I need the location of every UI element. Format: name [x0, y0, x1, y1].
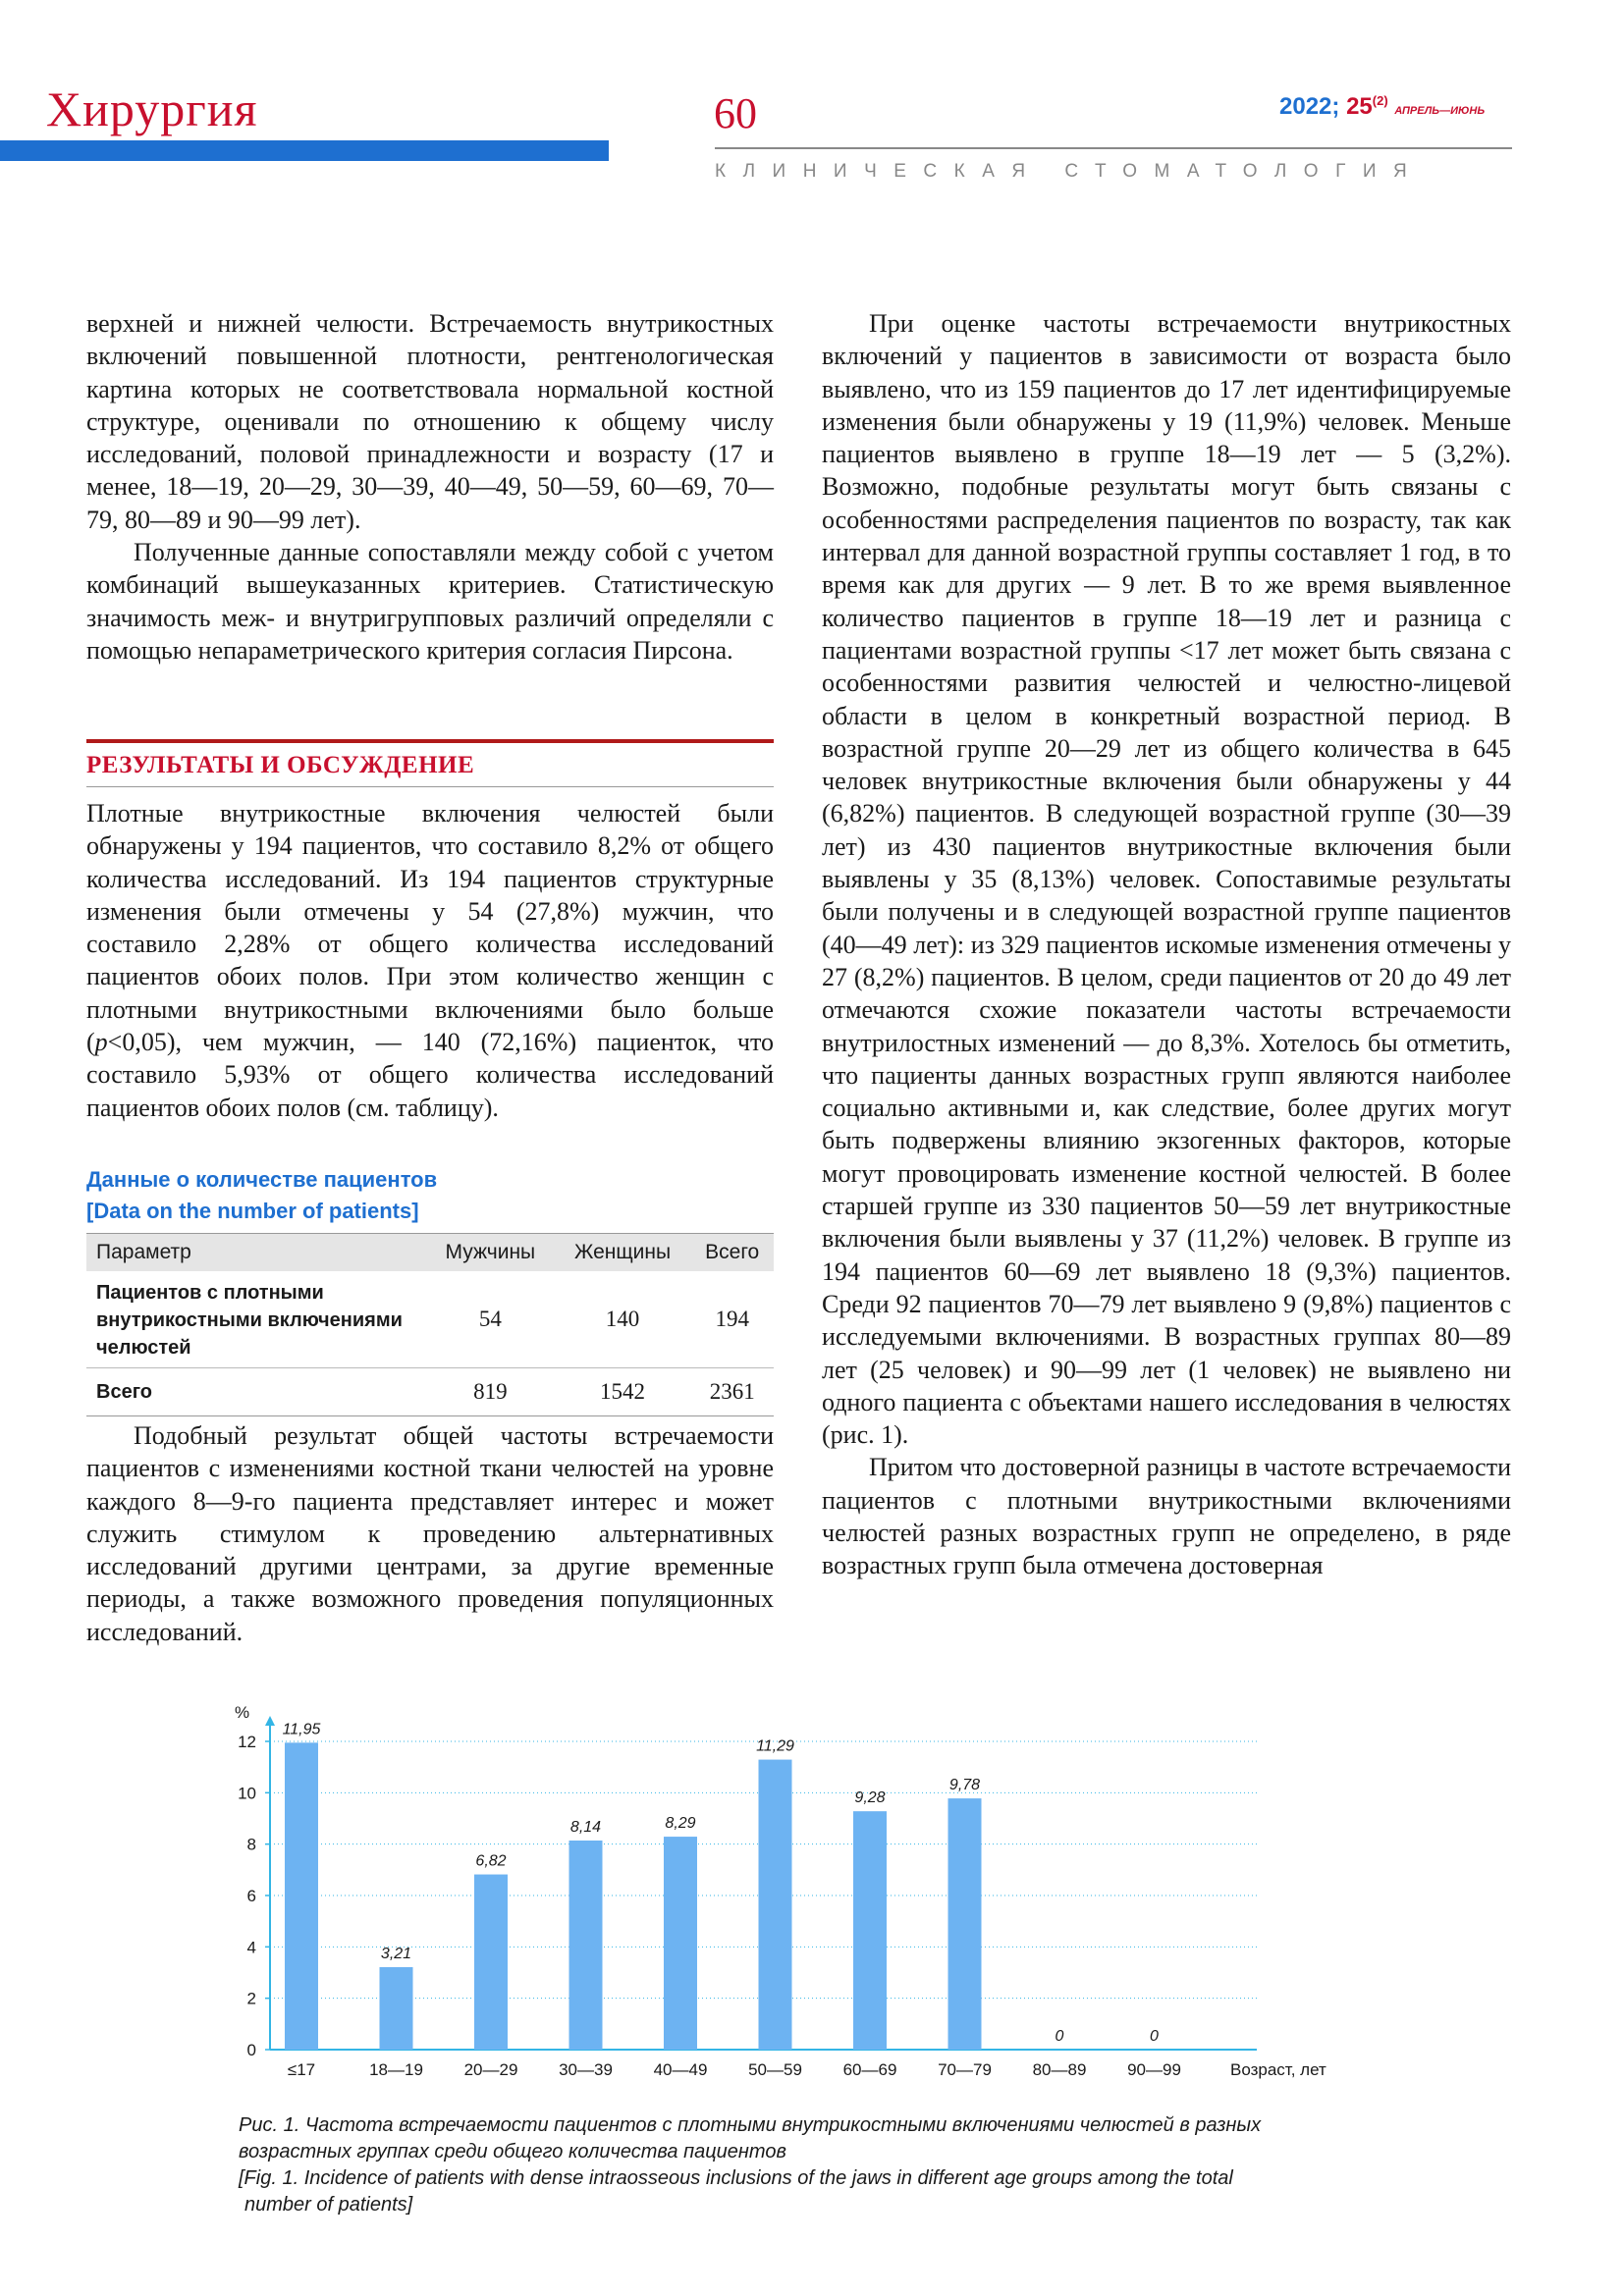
section-title: РЕЗУЛЬТАТЫ И ОБСУЖДЕНИЕ — [86, 752, 475, 778]
issue-number: (2) — [1372, 93, 1388, 108]
paragraph-significance: Притом что достоверной разницы в частоте встречаемости пациентов с плотными внутрикостными включениями челюстей разных возрастных групп не определено, в ряде возрастных групп была отмечена достоверная — [822, 1453, 1511, 1580]
paragraph-results: Плотные внутрикостные включения челюстей были обнаружены у 194 пациентов, что составило 8,2% от общего количества исследований. Из 194 пациентов структурные изменения были отмечены у 54 (27,8%) мужчин, что составило 2,28% от общего количества исследований пациентов обоих полов. При этом количество женщин с плотными внутрикостными включениями было больше (p<0,05), чем мужчин, — 140 (72,16%) пациенток, что составило 5,93% от общего количества исследований пациентов обоих полов (см. таблицу). — [86, 799, 774, 1122]
bar — [285, 1742, 318, 2050]
bar-value-label: 0 — [1055, 2028, 1064, 2045]
bar — [853, 1811, 887, 2050]
bar-value-label: 6,82 — [475, 1852, 507, 1870]
table-header-men: Мужчины — [426, 1234, 555, 1272]
left-column-top — [86, 307, 774, 667]
table-title — [86, 1164, 437, 1227]
table-row — [86, 1271, 774, 1368]
table-title-ru: Данные о количестве пациентов — [86, 1167, 438, 1192]
bar-value-label: 8,29 — [665, 1815, 696, 1833]
x-tick-label: 70—79 — [938, 2060, 992, 2079]
bar-value-label: 9,78 — [948, 1777, 981, 1794]
table-row — [86, 1368, 774, 1416]
header-blue-bar — [0, 140, 609, 161]
y-axis-label: % — [235, 1706, 250, 1722]
caption-ru-line2: возрастных группах среди общего количества пациентов — [239, 2141, 786, 2163]
y-tick-label: 2 — [246, 1989, 256, 2008]
caption-ru-line1: Рис. 1. Частота встречаемости пациентов с плотными внутрикостными включениями челюстей в разных — [239, 2114, 1262, 2136]
table-header-param: Параметр — [86, 1234, 426, 1272]
x-tick-label: 40—49 — [653, 2060, 708, 2079]
table-title-en: [Data on the number of patients] — [86, 1199, 419, 1223]
patients-table — [86, 1233, 774, 1416]
paragraph-discussion: Подобный результат общей частоты встречаемости пациентов с изменениями костной ткани челюстей на уровне каждого 8—9-го пациента представляет интерес и может служить стимулом к проведению альтернативных исследований другими центрами, за другие временные периоды, а также возможного проведения популяционных исследований. — [86, 1421, 774, 1646]
bar — [664, 1837, 697, 2050]
x-tick-label: ≤17 — [287, 2060, 316, 2079]
right-column — [822, 307, 1511, 1582]
section-divider — [86, 739, 774, 743]
bar-value-label: 11,29 — [756, 1737, 794, 1755]
journal-title: Хирургия — [46, 81, 258, 136]
bar-value-label: 11,95 — [282, 1721, 321, 1738]
age-chart — [226, 1706, 1404, 2099]
issue-year: 2022; — [1279, 93, 1340, 120]
journal-subtitle: КЛИНИЧЕСКАЯ СТОМАТОЛОГИЯ — [715, 161, 1425, 182]
table-header-women: Женщины — [555, 1234, 691, 1272]
table-cell: 819 — [426, 1368, 555, 1416]
x-tick-label: 50—59 — [748, 2060, 802, 2079]
bar — [759, 1760, 792, 2050]
paragraph-age-groups: При оценке частоты встречаемости внутрикостных включений у пациентов в зависимости от возраста было выявлено, что из 159 пациентов до 17 лет идентифицируемые изменения были обнаружены у 19 (11,9%) человек. Меньше пациентов выявлено в группе 18—19 лет — 5 (3,2%). Возможно, подобные результаты могут быть связаны с особенностями распределения пациентов по возрасту, так как интервал для данной возрастной группы составляет 1 год, в то время как для других — 9 лет. В то же время выявленное количество пациентов в группе 18—19 лет и разница с пациентами возрастной группы <17 лет может быть связана с особенностями развития челюстей и челюстно-лицевой области в целом в конкретный возрастной период. В возрастной группе 20—29 лет из общего количества в 645 человек внутрикостные включения были обнаружены у 44 (6,82%) пациентов. В следующей возрастной группе (30—39 лет) из 430 пациентов внутрикостные включения были выявлены у 35 (8,13%) человек. Сопоставимые результаты были получены и в следующей возрастной группе пациентов (40—49 лет): из 329 пациентов искомые изменения отмечены у 27 (8,2%) пациентов. В целом, среди пациентов от 20 до 49 лет отмечаются схожие показатели частоты встречаемости внутрилостных изменений — до 8,3%. Хотелось бы отметить, что пациенты данных возрастных групп являются наиболее социально активными и, как следствие, более других могут быть подвержены влиянию экзогенных факторов, которые могут провоцировать изменение костной челюстей. В более старшей группе из 330 пациентов 50—59 лет внутрикостные включения были выявлены у 37 (11,2%) человек. В группе из 194 пациентов 60—69 лет выявлено 18 (9,3%) пациентов. Среди 92 пациентов 70—79 лет выявлено 9 (9,8%) пациентов с исследуемыми включениями. В возрастных группах 80—89 лет (25 человек) и 90—99 лет (1 человек) не выявлено ни одного пациента с объектами нашего исследования в челюстях (рис. 1). — [822, 309, 1511, 1450]
bar — [948, 1798, 982, 2050]
y-tick-label: 4 — [246, 1938, 256, 1957]
bar — [569, 1841, 603, 2050]
bar-value-label: 0 — [1150, 2028, 1159, 2045]
left-column-bottom — [86, 1419, 774, 1648]
issue-volume: 25$^{(2)}$ — [1346, 93, 1388, 120]
section-underline — [86, 786, 774, 787]
left-column-results — [86, 797, 774, 1124]
header-divider — [715, 147, 1512, 149]
table-cell: 1542 — [555, 1368, 691, 1416]
bar — [380, 1967, 413, 2050]
paragraph-methods: верхней и нижней челюсти. Встречаемость внутрикостных включений повышенной плотности, рентгенологическая картина которых не соответствовала нормальной костной структуре, оценивали по отношению к общему числу исследований, половой принадлежности и возрасту (17 и менее, 18—19, 20—29, 30—39, 40—49, 50—59, 60—69, 70—79, 80—89 и 90—99 лет). — [86, 309, 774, 534]
table-cell: Пациентов с плотными внутрикостными включениями челюстей — [96, 1282, 403, 1359]
table-cell: 2361 — [690, 1368, 774, 1416]
x-tick-label: 18—19 — [369, 2060, 423, 2079]
x-tick-label: 80—89 — [1032, 2060, 1087, 2079]
y-tick-label: 10 — [238, 1784, 256, 1803]
x-tick-label: 30—39 — [559, 2060, 613, 2079]
y-tick-label: 0 — [246, 2041, 256, 2059]
issue-period: АПРЕЛЬ—ИЮНЬ — [1394, 105, 1486, 117]
table-cell: 140 — [605, 1307, 640, 1331]
bar — [474, 1875, 508, 2050]
x-tick-label: 60—69 — [842, 2060, 897, 2079]
table-header-total: Всего — [690, 1234, 774, 1272]
x-tick-label: 20—29 — [463, 2060, 518, 2079]
table-cell: 194 — [715, 1307, 749, 1331]
y-tick-label: 8 — [246, 1835, 256, 1854]
y-axis-arrow — [265, 1716, 275, 1726]
bar-value-label: 9,28 — [854, 1789, 886, 1807]
caption-en-line1: [Fig. 1. Incidence of patients with dense intraosseous inclusions of the jaws in different age groups among the total — [239, 2167, 1233, 2189]
issue-info — [1279, 93, 1485, 121]
figure-caption — [239, 2112, 1368, 2218]
x-tick-label: 90—99 — [1127, 2060, 1181, 2079]
bar-chart-svg — [226, 1706, 1404, 2099]
y-tick-label: 12 — [238, 1733, 256, 1751]
bar-value-label: 3,21 — [380, 1946, 412, 1963]
table-cell: Всего — [86, 1368, 426, 1416]
bar-value-label: 8,14 — [569, 1819, 602, 1837]
x-axis-label: Возраст, лет — [1230, 2060, 1326, 2079]
caption-en-line2: number of patients] — [244, 2194, 413, 2216]
y-tick-label: 6 — [246, 1887, 256, 1905]
table-cell: 54 — [478, 1307, 502, 1331]
paragraph-statistics: Полученные данные сопоставляли между собой с учетом комбинаций вышеуказанных критериев. Статистическую значимость меж- и внутригрупповых различий определяли с помощью непараметрического критерия согласия Пирсона. — [86, 538, 774, 665]
page-number: 60 — [714, 89, 757, 137]
